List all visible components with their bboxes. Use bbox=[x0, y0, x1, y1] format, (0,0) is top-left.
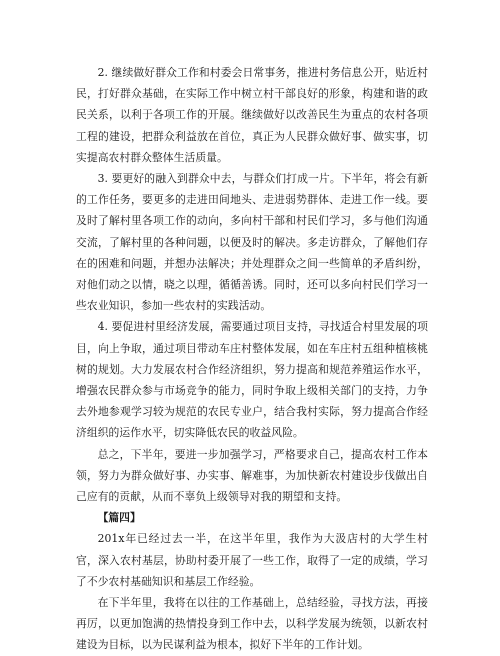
section-paragraph-intro: 201x年已经过去一半，在这半年里，我作为大汲店村的大学生村官，深入农村基层，协助村委开展了一些工作，取得了一定的成绩，学习了不少农村基础知识和基层工作经验。 bbox=[76, 532, 428, 588]
section-heading: 【篇四】 bbox=[97, 511, 141, 525]
paragraph-item-3: 3. 要更好的融入到群众中去，与群众们打成一片。下半年，将会有新的工作任务，要更多的走进田间地头、走进弱势群体、走进工作一线。要及时了解村里各项工作的动向，多向村干部和村民们学习，多与他们沟通交流，了解村里的各种问题，以便及时的解决。多走访群众，了解他们存在的困难和问题，并想办法解决；并处理群众之间一些简单的矛盾纠纷，对他们动之以情，晓之以理，循循善诱。同时，还可以多向村民们学习一些农业知识，参加一些农村的实践活动。 bbox=[76, 172, 428, 313]
paragraph-summary: 总之，下半年，要进一步加强学习，严格要求自己，提高农村工作本领，努力为群众做好事、办实事、解难事，为加快新农村建设步伐做出自己应有的贡献，从而不辜负上级领导对我的期望和支持。 bbox=[76, 447, 428, 504]
paragraph-item-4: 4. 要促进村里经济发展，需要通过项目支持，寻找适合村里发展的项目，向上争取，通过项目带动车庄村整体发展，如在车庄村五组种植核桃树的规划。大力发展农村合作经济组织，努力提高和规范养殖运作水平，增强农民群众参与市场竞争的能力，同时争取上级相关部门的支持，力争去外地参观学习较为规范的农民专业户，结合我村实际，努力提高合作经济组织的运作水平，切实降低农民的收益风险。 bbox=[76, 320, 428, 440]
paragraph-item-2: 2. 继续做好群众工作和村委会日常事务，推进村务信息公开，贴近村民，打好群众基础，在实际工作中树立村干部良好的形象，构建和谐的政民关系，以利于各项工作的开展。继续做好以改善民生为重点的农村各项工程的建设，把群众利益放在首位，真正为人民群众做好事、做实事，切实提高农村群众整体生活质量。 bbox=[76, 66, 428, 164]
section-paragraph-plan: 在下半年里，我将在以往的工作基础上，总结经验，寻找方法，再接再厉，以更加饱满的热情投身到工作中去，以科学发展为统领，以新农村建设为目标，以为民谋利益为根本，拟好下半年的工作计划。 bbox=[76, 596, 428, 652]
document-body bbox=[76, 62, 428, 656]
